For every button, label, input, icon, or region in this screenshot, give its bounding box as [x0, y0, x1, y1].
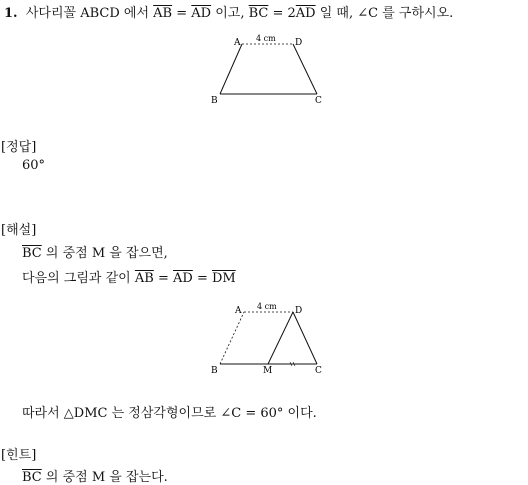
equals-2: = 2 [268, 6, 296, 21]
label-a: A [235, 306, 242, 316]
segment-dm [268, 312, 293, 364]
solution-line-1 [22, 242, 168, 261]
label-b: B [211, 96, 218, 106]
segment-ab: $\overline{AB}$ [134, 271, 154, 286]
segment-ad: $\overline{AD}$ [173, 271, 193, 286]
side-ab [220, 44, 242, 94]
side-cd [293, 312, 317, 364]
trapezoid-figure-with-midpoint [205, 296, 335, 376]
label-c: C [315, 96, 322, 106]
hint-text: 의 중점 M 을 잡는다. [41, 470, 168, 485]
label-c: C [315, 366, 322, 376]
label-d: D [295, 38, 303, 48]
solution-conclusion: 따라서 △DMC 는 정삼각형이므로 ∠C = 60° 이다. [22, 406, 317, 421]
side-ab [220, 312, 244, 364]
hint-heading: [힌트] [1, 448, 37, 463]
length-label: 4 cm [256, 34, 276, 43]
segment-dm: $\overline{DM}$ [211, 271, 236, 286]
problem-text-b: 이고, [211, 6, 249, 21]
problem-statement [4, 2, 453, 21]
hint-line [22, 466, 168, 485]
segment-ab: $\overline{AB}$ [153, 6, 173, 21]
trapezoid-figure [205, 30, 335, 106]
segment-bc: $\overline{BC}$ [22, 246, 42, 261]
length-label: 4 cm [257, 302, 277, 311]
solution-line-1-text: 의 중점 M 을 잡으면, [41, 246, 168, 261]
problem-text-a: 사다리꼴 ABCD 에서 [25, 6, 154, 21]
equals-4: = [192, 271, 212, 286]
segment-bc: $\overline{BC}$ [248, 6, 269, 21]
segment-ad: $\overline{AD}$ [191, 6, 212, 21]
answer-heading: [정답] [1, 140, 37, 155]
solution-line-2-text: 다음의 그림과 같이 [22, 271, 135, 286]
side-cd [293, 44, 317, 94]
problem-number: 1. [4, 6, 18, 21]
label-d: D [295, 306, 303, 316]
label-a: A [234, 38, 241, 48]
solution-line-2 [22, 267, 236, 286]
equals-1: = [172, 6, 192, 21]
answer-value: 60° [22, 158, 46, 173]
label-b: B [211, 366, 218, 376]
solution-heading: [해설] [1, 223, 37, 238]
segment-ad-2: $\overline{AD}$ [295, 6, 316, 21]
label-m: M [263, 366, 273, 376]
segment-bc: $\overline{BC}$ [22, 470, 42, 485]
problem-text-c: 일 때, ∠C 를 구하시오. [315, 6, 454, 21]
equals-3: = [153, 271, 173, 286]
